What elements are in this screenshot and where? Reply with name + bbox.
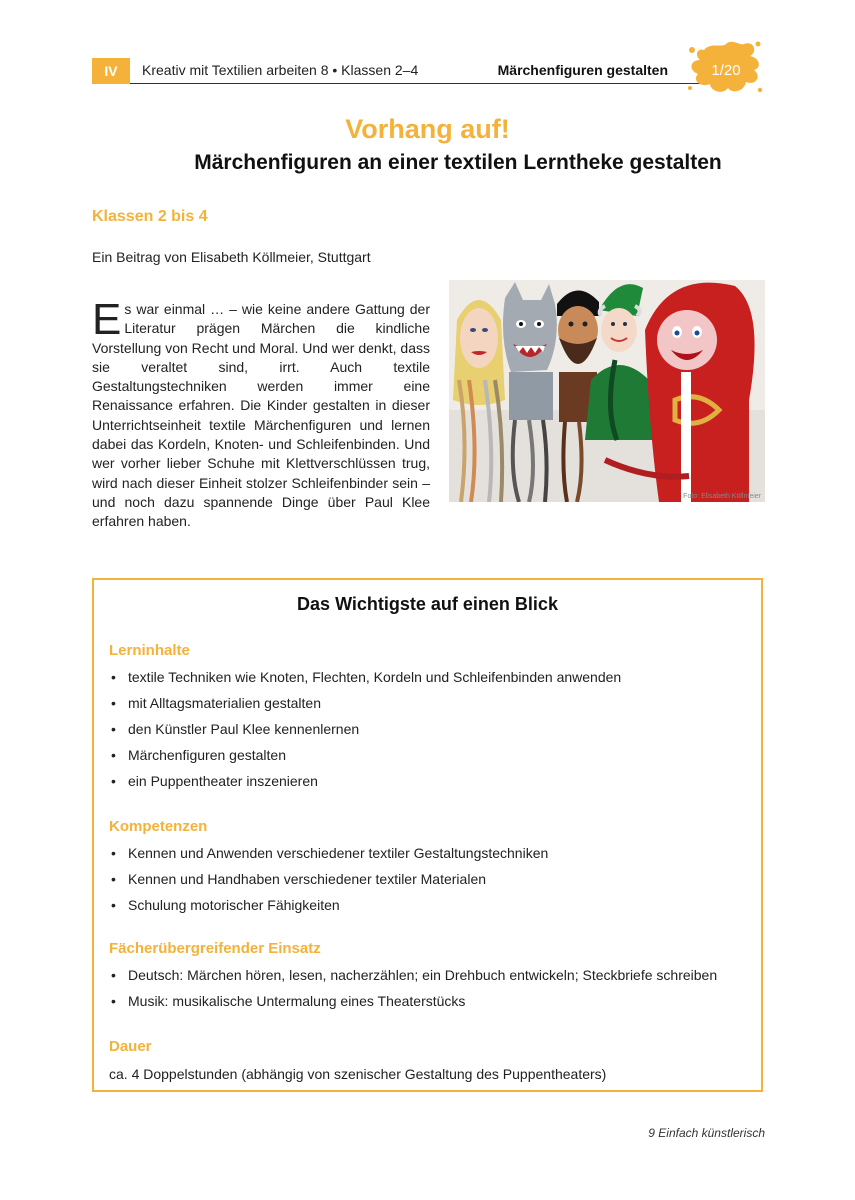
page-number: 1/20	[711, 62, 741, 79]
summary-title: Das Wichtigste auf einen Blick	[297, 594, 558, 614]
list-item: • den Künstler Paul Klee kennenlernen	[109, 716, 621, 742]
header-divider	[130, 83, 716, 84]
series-title: Kreativ mit Textilien arbeiten 8 • Klassen 2–4	[142, 62, 419, 78]
photo-credit: Foto: Elisabeth Köllmeier	[683, 493, 761, 500]
grade-level: Klassen 2 bis 4	[92, 208, 208, 225]
einsatz-heading: Fächerübergreifender Einsatz	[109, 940, 321, 957]
page-footer: 9 Einfach künstlerisch	[648, 1126, 765, 1140]
list-item: • Schulung motorischer Fähigkeiten	[109, 892, 548, 918]
page-header	[92, 58, 764, 84]
kompetenzen-heading: Kompetenzen	[109, 818, 208, 835]
list-item: • Musik: musikalische Untermalung eines Theaterstücks	[109, 988, 717, 1014]
kompetenzen-list	[109, 840, 548, 918]
list-item: • Deutsch: Märchen hören, lesen, nacherzählen; ein Drehbuch entwickeln; Steckbriefe schreiben	[109, 962, 717, 988]
intro-text: s war einmal … – wie keine andere Gattung der Literatur prägen Märchen die kindliche Vorstellung von Recht und Moral. Und wer denkt, dass sie veraltet sind, irrt. Auch textile Gestaltungstechniken werden immer eine Renaissance erfahren. Die Kinder gestalten in dieser Unterrichtseinheit textile Märchenfiguren und lernen dabei das Kordeln, Knoten- und Schleifenbinden. Und wer vorher lieber Schuhe mit Klettverschlüssen trug, wird nach dieser Einheit stolzer Schleifenbinder sein – und noch dazu spannende Dinge über Paul Klee erfahren haben.	[92, 301, 430, 530]
puppets-illustration	[449, 280, 765, 502]
lerninhalte-heading: Lerninhalte	[109, 642, 190, 659]
list-item: • Kennen und Anwenden verschiedener textiler Gestaltungstechniken	[109, 840, 548, 866]
page-title: Vorhang auf!	[345, 114, 510, 144]
einsatz-list	[109, 962, 717, 1014]
puppets-photo	[449, 280, 765, 502]
puppet-red-riding-hood	[645, 283, 755, 502]
summary-box	[92, 578, 763, 1092]
intro-paragraph	[92, 295, 430, 532]
lerninhalte-list	[109, 664, 621, 794]
list-item: • Kennen und Handhaben verschiedener textiler Materialen	[109, 866, 548, 892]
author-line: Ein Beitrag von Elisabeth Köllmeier, Stuttgart	[92, 249, 371, 265]
list-item: • ein Puppentheater inszenieren	[109, 768, 621, 794]
drop-cap: E	[92, 295, 122, 344]
dauer-text: ca. 4 Doppelstunden (abhängig von szenischer Gestaltung des Puppentheaters)	[109, 1066, 607, 1082]
list-item: • Märchenfiguren gestalten	[109, 742, 621, 768]
list-item: • mit Alltagsmaterialien gestalten	[109, 690, 621, 716]
dauer-heading: Dauer	[109, 1038, 152, 1055]
page-subtitle: Märchenfiguren an einer textilen Lerntheke gestalten	[194, 151, 722, 174]
header-topic: Märchenfiguren gestalten	[497, 62, 668, 78]
section-tag: IV	[92, 58, 130, 84]
list-item: • textile Techniken wie Knoten, Flechten, Kordeln und Schleifenbinden anwenden	[109, 664, 621, 690]
